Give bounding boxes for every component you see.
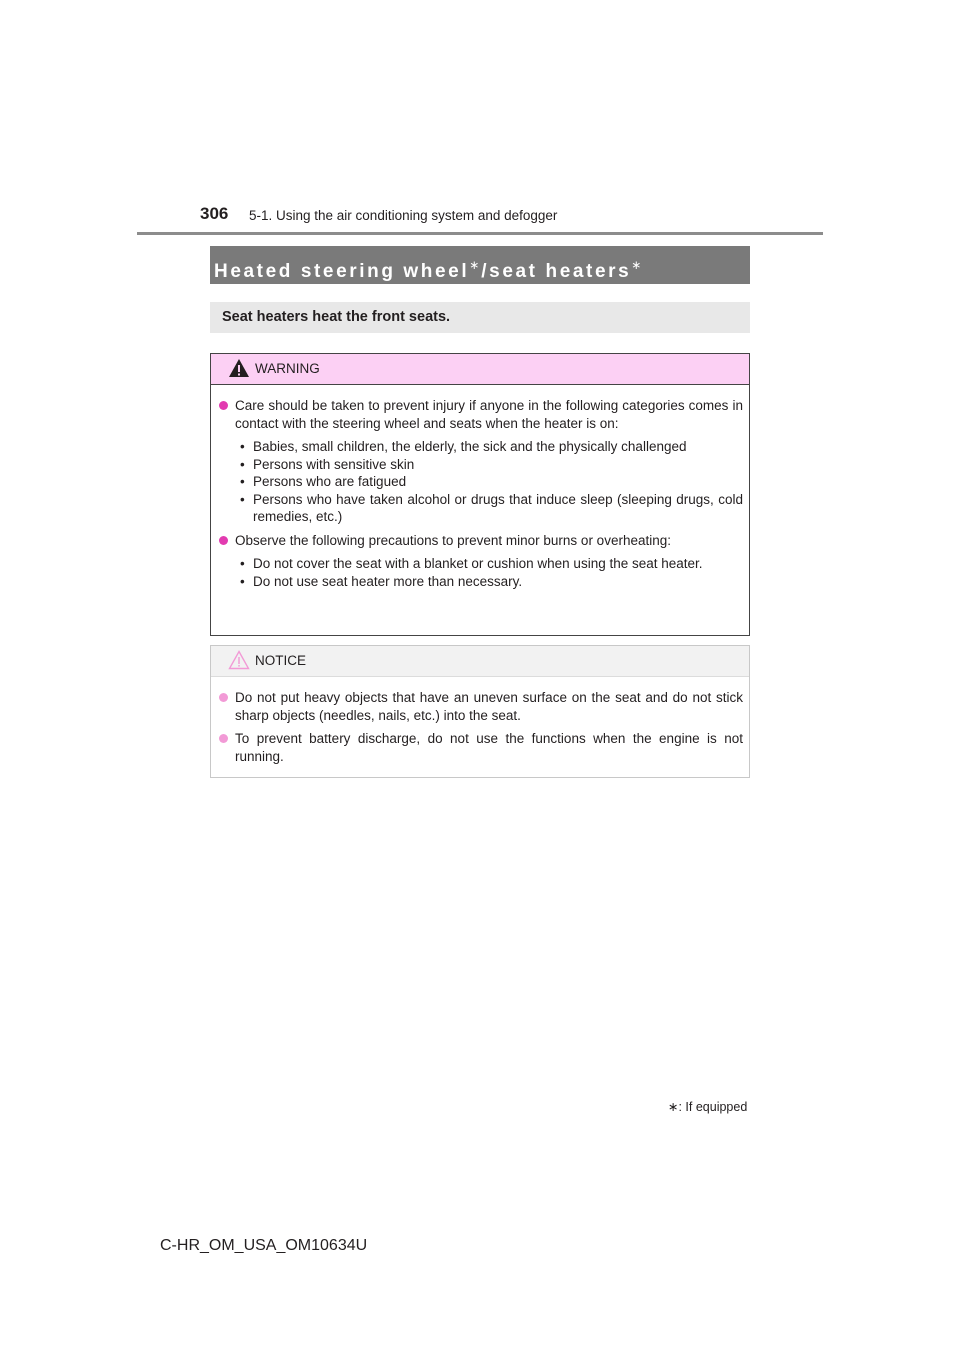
title-asterisk-1: ∗ xyxy=(469,258,480,272)
notice-label: NOTICE xyxy=(255,653,307,668)
notice-icon xyxy=(228,650,250,670)
section-title: 5-1. Using the air conditioning system and defogger xyxy=(249,208,558,223)
warning-subitem: • Persons who are fatigued xyxy=(240,474,407,489)
footnote-asterisk: ∗ xyxy=(668,1100,679,1114)
warning-box xyxy=(210,353,750,636)
title-part-2: /seat heaters xyxy=(481,261,632,282)
footnote xyxy=(668,1099,747,1114)
warning-subitem: • Persons who have taken alcohol or drugs that induce sleep (sleeping drugs, cold remedies, etc.) xyxy=(240,491,743,524)
notice-bullet-icon xyxy=(219,734,228,743)
header-rule xyxy=(137,232,823,235)
warning-subitem: • Babies, small children, the elderly, the sick and the physically challenged xyxy=(240,439,687,454)
warning-subitems xyxy=(219,555,743,590)
warning-label: WARNING xyxy=(255,361,320,376)
notice-bullet-icon xyxy=(219,693,228,702)
page-number: 306 xyxy=(200,204,229,223)
notice-box xyxy=(210,645,750,778)
warning-subitems xyxy=(219,438,743,526)
title-asterisk-2: ∗ xyxy=(631,258,642,272)
warning-icon xyxy=(228,358,250,378)
warning-header xyxy=(211,354,749,385)
warning-bullet-icon xyxy=(219,536,228,545)
warning-subitem: • Persons with sensitive skin xyxy=(240,456,415,472)
warning-item: Care should be taken to prevent injury if anyone in the following categories comes in contact with the steering wheel and seats when the heater is on: xyxy=(219,397,743,432)
page-title xyxy=(210,246,750,284)
footer-code: C-HR_OM_USA_OM10634U xyxy=(160,1237,368,1254)
notice-item: Do not put heavy objects that have an uneven surface on the seat and do not stick sharp objects (needles, nails, etc.) into the seat. xyxy=(219,689,743,724)
subtitle: Seat heaters heat the front seats. xyxy=(210,302,750,333)
title-part-1: Heated steering wheel xyxy=(214,261,470,282)
notice-header xyxy=(211,646,749,677)
warning-subitem: • Do not use seat heater more than necessary. xyxy=(240,573,523,589)
warning-subitem: • Do not cover the seat with a blanket or cushion when using the seat heater. xyxy=(240,556,703,571)
warning-bullet-icon xyxy=(219,401,228,410)
notice-item: To prevent battery discharge, do not use the functions when the engine is not running. xyxy=(219,730,743,765)
warning-item: Observe the following precautions to prevent minor burns or overheating: xyxy=(219,532,743,550)
footnote-text: : If equipped xyxy=(678,1100,748,1114)
